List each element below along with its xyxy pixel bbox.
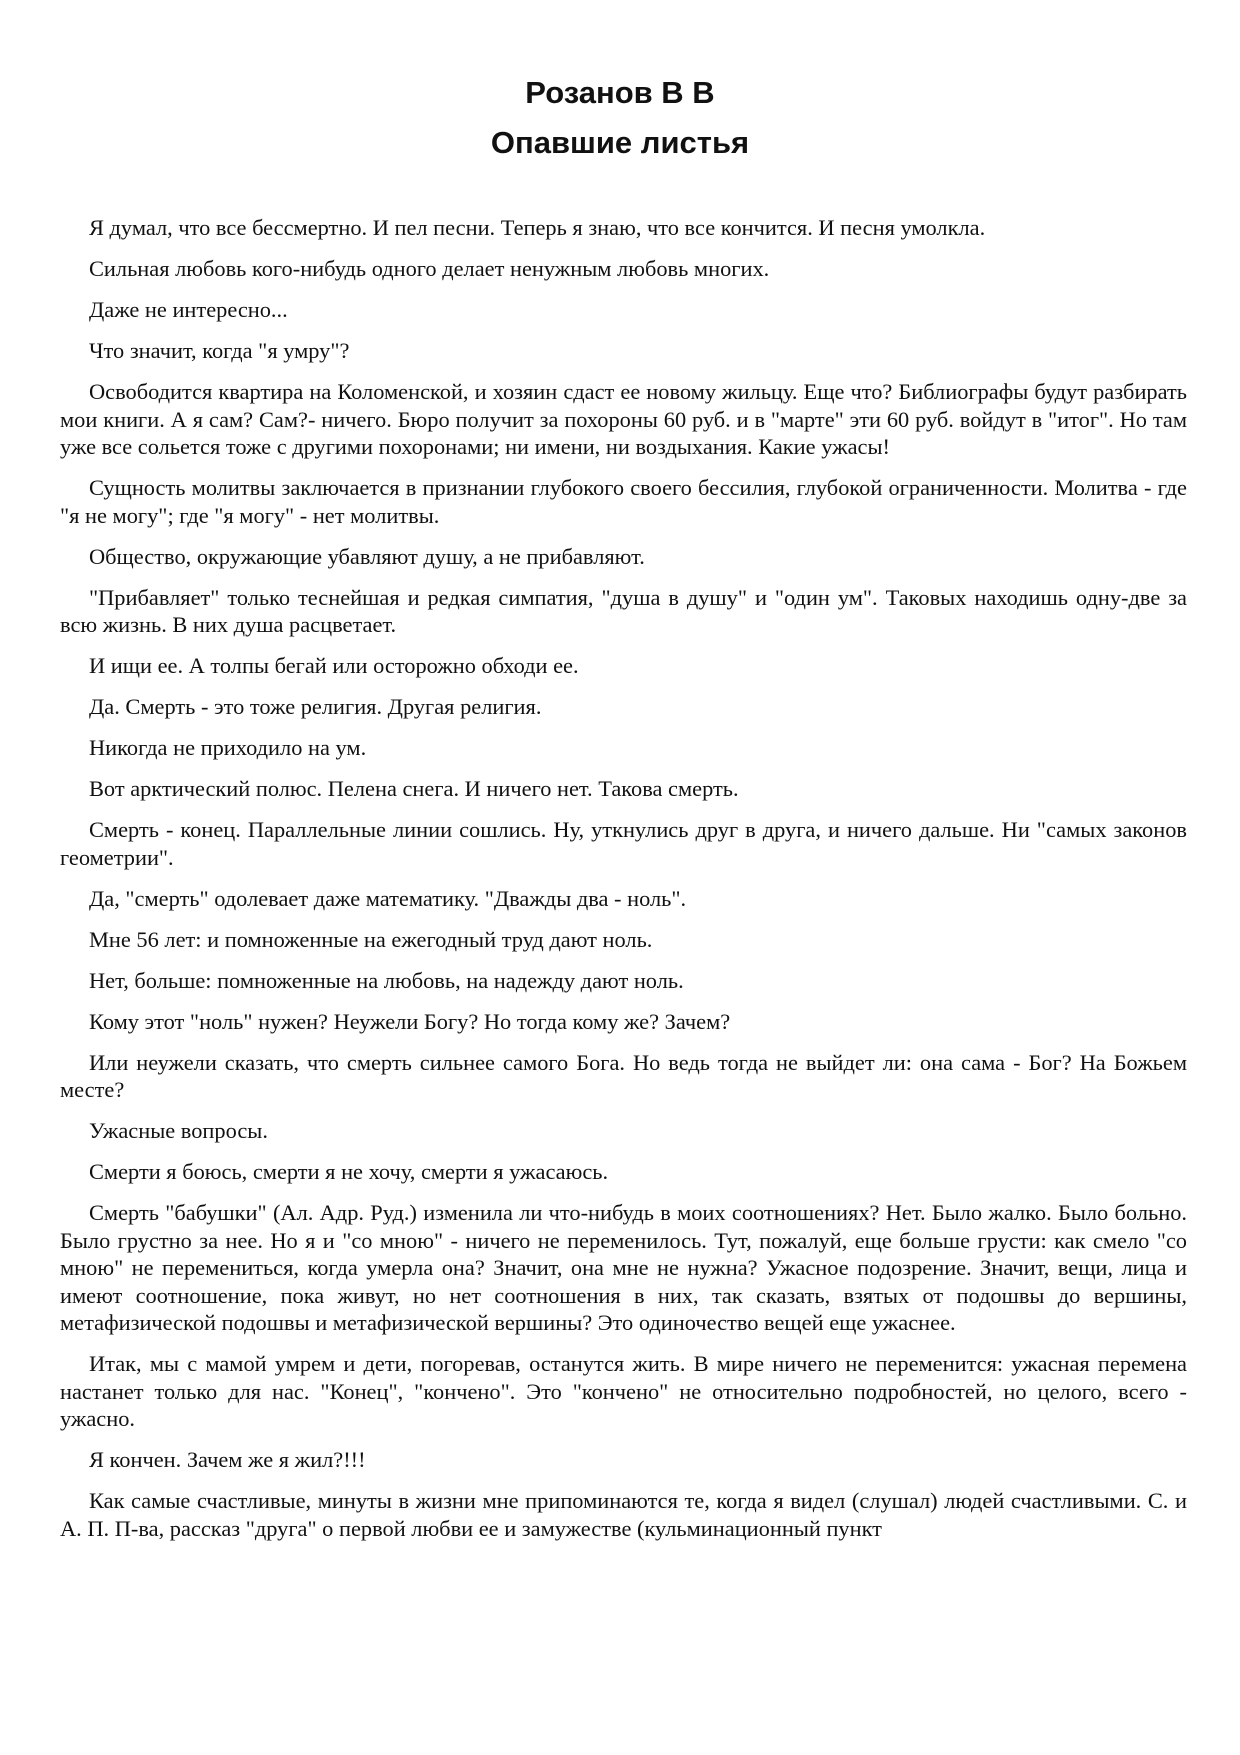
paragraph: Даже не интересно...	[89, 297, 288, 322]
paragraph: Сущность молитвы заключается в признании глубокого своего бессилия, глубокой ограниченности. Молитва - где "я не могу"; где "я могу" - нет молитвы.	[60, 475, 1187, 528]
paragraph: Мне 56 лет: и помноженные на ежегодный труд дают ноль.	[89, 926, 653, 952]
paragraph: Освободится квартира на Коломенской, и хозяин сдаст ее новому жильцу. Еще что? Библиографы будут разбирать мои книги. А я сам? Сам?- ничего. Бюро получит за похороны 60 руб. и в "марте" эти 60 руб. войдут в "итог". Но там уже все сольется тоже с другими похоронами; ни имени, ни воздыхания. Какие ужасы!	[60, 379, 1187, 459]
paragraph: Что значит, когда "я умру"?	[89, 338, 350, 363]
paragraph: Или неужели сказать, что смерть сильнее самого Бога. Но ведь тогда не выйдет ли: она сама - Бог? На Божьем месте?	[60, 1049, 1187, 1102]
paragraph: Как самые счастливые, минуты в жизни мне припоминаются те, когда я видел (слушал) людей счастливыми. С. и А. П. П-ва, рассказ "друга" о первой любви ее и замужестве (кульминационный пункт	[60, 1488, 1187, 1541]
paragraph: И ищи ее. А толпы бегай или осторожно обходи ее.	[89, 653, 579, 678]
paragraph: Итак, мы с мамой умрем и дети, погоревав, останутся жить. В мире ничего не переменится: ужасная перемена настанет только для нас. "Конец", "кончено". Это "кончено" не относительно подробностей, но целого, всего - ужасно.	[60, 1351, 1187, 1431]
paragraph: Кому этот "ноль" нужен? Неужели Богу? Но тогда кому же? Зачем?	[89, 1008, 731, 1034]
paragraph: Сильная любовь кого-нибудь одного делает ненужным любовь многих.	[89, 256, 770, 281]
paragraph: "Прибавляет" только теснейшая и редкая симпатия, "душа в душу" и "один ум". Таковых находишь одну-две за всю жизнь. В них душа расцветает.	[60, 584, 1187, 637]
author-heading: Розанов В В	[525, 75, 715, 110]
body-text	[60, 214, 1187, 1556]
paragraph: Смерть "бабушки" (Ал. Адр. Руд.) изменила ли что-нибудь в моих соотношениях? Нет. Было жалко. Было больно. Было грустно за нее. Но я и "со мною" - ничего не переменилось. Тут, пожалуй, еще больше грусти: как смело "со мною" не перемениться, когда умерла она? Значит, она мне не нужна? Ужасное подозрение. Значит, вещи, лица и имеют соотношение, пока живут, но нет соотношения в них, так сказать, взятых от подошвы до вершины, метафизической подошвы и метафизической вершины? Это одиночество вещей еще ужаснее.	[60, 1200, 1187, 1335]
title-block	[0, 68, 1240, 168]
paragraph: Общество, окружающие убавляют душу, а не прибавляют.	[89, 543, 645, 569]
book-title: Опавшие листья	[490, 125, 750, 160]
paragraph: Смерть - конец. Параллельные линии сошлись. Ну, уткнулись друг в друга, и ничего дальше. Ни "самых законов геометрии".	[60, 817, 1187, 870]
paragraph: Я кончен. Зачем же я жил?!!!	[89, 1447, 366, 1472]
paragraph: Никогда не приходило на ум.	[89, 735, 367, 760]
paragraph: Да. Смерть - это тоже религия. Другая религия.	[89, 694, 542, 719]
paragraph: Вот арктический полюс. Пелена снега. И ничего нет. Такова смерть.	[89, 776, 739, 801]
paragraph: Ужасные вопросы.	[89, 1118, 268, 1143]
paragraph: Да, "смерть" одолевает даже математику. "Дважды два - ноль".	[89, 885, 687, 911]
paragraph: Я думал, что все бессмертно. И пел песни. Теперь я знаю, что все кончится. И песня умолкла.	[89, 215, 986, 240]
paragraph: Нет, больше: помноженные на любовь, на надежду дают ноль.	[89, 967, 684, 993]
paragraph: Смерти я боюсь, смерти я не хочу, смерти я ужасаюсь.	[89, 1159, 609, 1184]
